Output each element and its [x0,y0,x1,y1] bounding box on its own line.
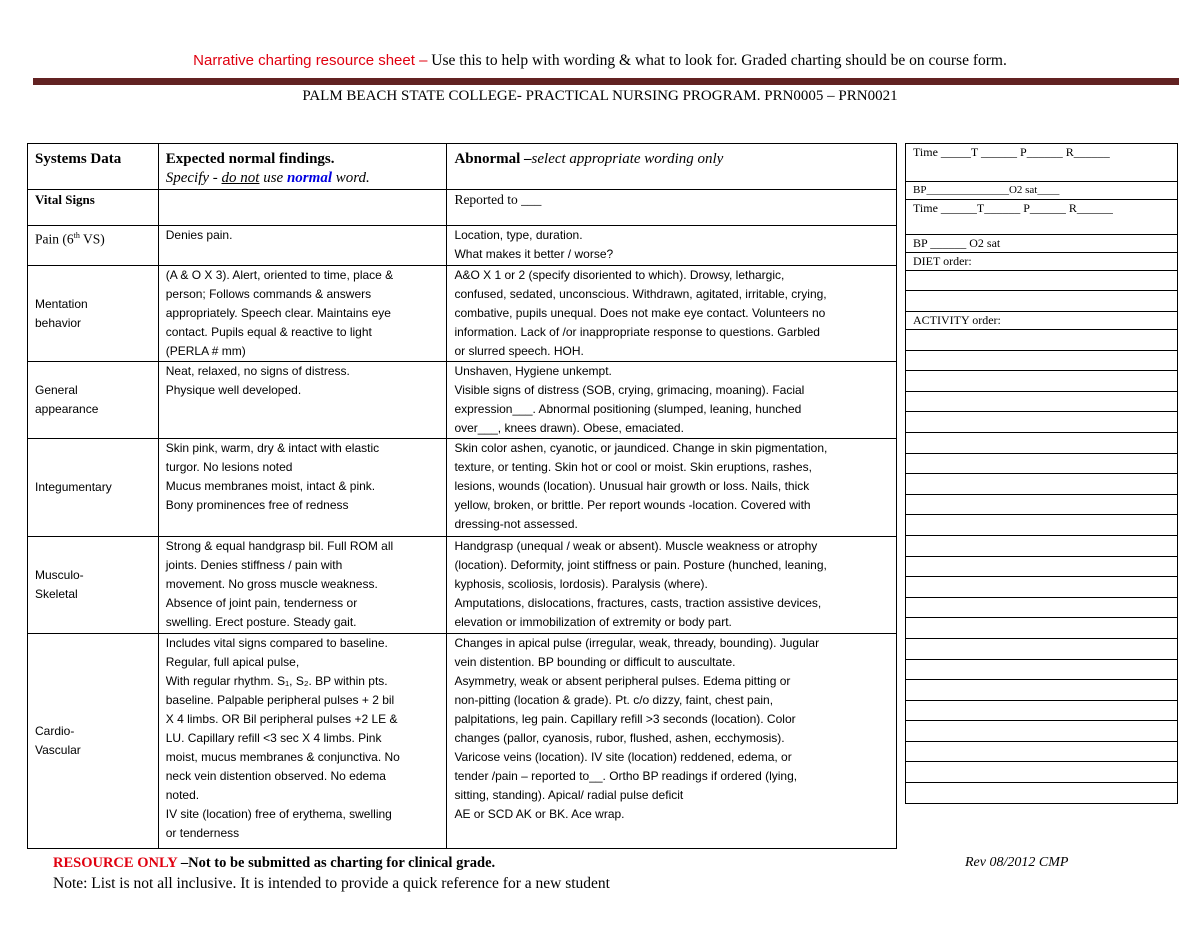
abnormal-line: texture, or tenting. Skin hot or cool or moist. Skin eruptions, rashes, [454,460,812,474]
system-cell: Vital Signs [28,190,159,226]
blank-row [906,432,1178,453]
blank-cell[interactable] [906,474,1178,495]
normal-line: Mucus membranes moist, intact & pink. [165,479,376,493]
blank-cell[interactable] [906,618,1178,639]
blank-cell[interactable] [906,350,1178,371]
abnormal-line: A&O X 1 or 2 (specify disoriented to which). Drowsy, lethargic, [454,268,785,282]
system-cell: Mentation behavior [28,266,159,362]
systems-table [27,143,897,849]
blank-cell[interactable] [906,741,1178,762]
blank-row [906,741,1178,762]
blank-row [906,535,1178,556]
blank-cell[interactable] [906,412,1178,433]
normal-findings-cell [158,362,447,439]
side-row [906,200,1178,235]
abnormal-line: Changes in apical pulse (irregular, weak, thready, bounding). Jugular [454,636,820,650]
normal-line: moist, mucus membranes & conjunctiva. No [165,750,400,764]
normal-line: Physique well developed. [165,383,302,397]
abnormal-findings-cell [447,362,897,439]
side-cell [906,200,1178,235]
blank-cell[interactable] [906,659,1178,680]
abnormal-line: tender /pain – reported to__. Ortho BP readings if ordered (lying, [454,769,798,783]
blank-row [906,577,1178,598]
side-label: BP_______________O2 sat____ [913,184,1060,196]
abnormal-findings-cell [447,634,897,849]
header-abnormal: Abnormal –select appropriate wording only [447,144,897,190]
abnormal-line: Skin color ashen, cyanotic, or jaundiced. Change in skin pigmentation, [454,441,828,455]
abnormal-findings-cell [447,226,897,266]
normal-line: Denies pain. [165,228,233,242]
blank-cell[interactable] [906,330,1178,351]
side-row [906,235,1178,253]
program-subtitle: PALM BEACH STATE COLLEGE- PRACTICAL NURSING PROGRAM. PRN0005 – PRN0021 [302,88,898,104]
abnormal-line: non-pitting (location & grade). Pt. c/o dizzy, faint, chest pain, [454,693,774,707]
side-row [906,144,1178,182]
side-label: ACTIVITY order: [913,313,1001,327]
revision-label: Rev 08/2012 CMP [965,855,1069,870]
normal-line: Absence of joint pain, tenderness or [165,596,358,610]
abnormal-line: Handgrasp (unequal / weak or absent). Muscle weakness or atrophy [454,539,818,553]
blank-row [906,350,1178,371]
blank-row [906,412,1178,433]
blank-row [906,556,1178,577]
vitals-orders-table [905,143,1178,804]
resource-sheet-title [0,52,1200,70]
side-row [906,271,1178,291]
abnormal-line: kyphosis, scoliosis, lordosis). Paralysis (where). [454,577,708,591]
abnormal-line: What makes it better / worse? [454,247,614,261]
side-row [906,291,1178,312]
abnormal-line: confused, sedated, unconscious. Withdrawn, agitated, irritable, crying, [454,287,827,301]
table-row [28,190,897,226]
abnormal-findings-cell [447,266,897,362]
blank-row [906,721,1178,742]
blank-cell[interactable] [906,597,1178,618]
blank-cell[interactable] [906,721,1178,742]
blank-cell[interactable] [906,432,1178,453]
normal-line: appropriately. Speech clear. Maintains eye [165,306,391,320]
table-row [28,266,897,362]
abnormal-line: Varicose veins (location). IV site (location) reddened, edema, or [454,750,792,764]
side-label: DIET order: [913,254,972,268]
divider-bar [33,78,1179,85]
side-row [906,312,1178,330]
side-cell [906,291,1178,312]
blank-row [906,762,1178,783]
abnormal-findings-cell [447,537,897,634]
side-label: BP ______ O2 sat [913,236,1001,250]
system-cell: Musculo- Skeletal [28,537,159,634]
normal-findings-cell [158,226,447,266]
table-row [28,439,897,537]
normal-findings-cell [158,537,447,634]
system-cell: Pain (6th VS) [28,226,159,266]
blank-cell[interactable] [906,494,1178,515]
normal-line: movement. No gross muscle weakness. [165,577,378,591]
table-header-row [28,144,897,190]
table-row [28,226,897,266]
system-cell: Integumentary [28,439,159,537]
normal-line: With regular rhythm. S₁, S₂. BP within pts. [165,674,388,688]
blank-row [906,680,1178,701]
blank-row [906,700,1178,721]
normal-line: contact. Pupils equal & reactive to light [165,325,372,339]
abnormal-line: Amputations, dislocations, fractures, casts, traction assistive devices, [454,596,822,610]
abnormal-line: changes (pallor, cyanosis, rubor, flushed, ashen, ecchymosis). [454,731,785,745]
table-row [28,634,897,849]
abnormal-line: dressing-not assessed. [454,517,578,531]
abnormal-line: (location). Deformity, joint stiffness or pain. Posture (hunched, leaning, [454,558,827,572]
blank-row [906,391,1178,412]
normal-line: swelling. Erect posture. Steady gait. [165,615,357,629]
resource-only-notice: RESOURCE ONLY –Not to be submitted as charting for clinical grade. [53,855,496,871]
blank-row [906,474,1178,495]
blank-cell[interactable] [906,762,1178,783]
abnormal-line: AE or SCD AK or BK. Ace wrap. [454,807,625,821]
normal-line: Strong & equal handgrasp bil. Full ROM all [165,539,394,553]
normal-line: LU. Capillary refill <3 sec X 4 limbs. Pink [165,731,382,745]
abnormal-line: expression___. Abnormal positioning (slumped, leaning, hunched [454,402,802,416]
abnormal-line: elevation or immobilization of extremity or body part. [454,615,732,629]
normal-line: neck vein distention observed. No edema [165,769,386,783]
side-cell [906,253,1178,271]
system-cell: Cardio- Vascular [28,634,159,849]
normal-line: Includes vital signs compared to baseline. [165,636,388,650]
side-cell [906,144,1178,182]
blank-row [906,371,1178,392]
side-label: Time _____T ______ P______ R______ [913,145,1110,159]
normal-findings-cell [158,266,447,362]
abnormal-line: Location, type, duration. [454,228,583,242]
abnormal-line: combative, pupils unequal. Does not make eye contact. Volunteers no [454,306,826,320]
blank-row [906,618,1178,639]
abnormal-line: palpitations, leg pain. Capillary refill >3 seconds (location). Color [454,712,796,726]
abnormal-line: sitting, standing). Apical/ radial pulse deficit [454,788,684,802]
side-cell [906,182,1178,200]
system-cell: General appearance [28,362,159,439]
side-cell [906,235,1178,253]
abnormal-line: or slurred speech. HOH. [454,344,584,358]
abnormal-line: over___, knees drawn). Obese, emaciated. [454,421,684,435]
abnormal-line: Unshaven, Hygiene unkempt. [454,364,612,378]
normal-line: or tenderness [165,826,240,840]
normal-findings-cell [158,439,447,537]
side-cell [906,271,1178,291]
normal-line: joints. Denies stiffness / pain with [165,558,343,572]
blank-row [906,453,1178,474]
normal-line: X 4 limbs. OR Bil peripheral pulses +2 LE & [165,712,398,726]
footer-note: Note: List is not all inclusive. It is intended to provide a quick reference for a new student [53,875,610,892]
abnormal-line: Asymmetry, weak or absent peripheral pulses. Edema pitting or [454,674,791,688]
abnormal-findings-cell [447,190,897,226]
blank-cell[interactable] [906,700,1178,721]
side-label: Time ______T______ P______ R______ [913,201,1113,215]
table-row [28,537,897,634]
abnormal-line: yellow, broken, or brittle. Per report wounds -location. Covered with [454,498,811,512]
normal-line: person; Follows commands & answers [165,287,372,301]
title-instruction: Use this to help with wording & what to look for. Graded charting should be on course form. [427,52,1007,69]
header-systems-data: Systems Data [28,144,159,190]
abnormal-line: information. Lack of /or inappropriate response to questions. Garbled [454,325,820,339]
table-row [28,362,897,439]
blank-cell[interactable] [906,515,1178,536]
abnormal-line: Visible signs of distress (SOB, crying, grimacing, moaning). Facial [454,383,805,397]
normal-line: Skin pink, warm, dry & intact with elastic [165,441,380,455]
normal-findings-cell [158,634,447,849]
blank-row [906,330,1178,351]
blank-cell[interactable] [906,680,1178,701]
abnormal-line: lesions, wounds (location). Unusual hair growth or loss. Nails, thick [454,479,810,493]
blank-row [906,638,1178,659]
normal-line: (A & O X 3). Alert, oriented to time, place & [165,268,394,282]
abnormal-findings-cell [447,439,897,537]
normal-line: baseline. Palpable peripheral pulses + 2 bil [165,693,395,707]
normal-line: turgor. No lesions noted [165,460,293,474]
blank-row [906,783,1178,804]
side-row [906,253,1178,271]
blank-cell[interactable] [906,556,1178,577]
abnormal-line: Reported to ___ [454,192,542,207]
side-cell [906,312,1178,330]
abnormal-line: vein distention. BP bounding or difficult to auscultate. [454,655,736,669]
side-row [906,182,1178,200]
blank-cell[interactable] [906,577,1178,598]
header-expected-normal: Expected normal findings. Specify - do not use normal word. [158,144,447,190]
normal-line: Bony prominences free of redness [165,498,349,512]
blank-cell[interactable] [906,638,1178,659]
blank-row [906,597,1178,618]
normal-line: noted. [165,788,200,802]
blank-cell[interactable] [906,783,1178,804]
blank-row [906,494,1178,515]
blank-cell[interactable] [906,391,1178,412]
blank-cell[interactable] [906,535,1178,556]
normal-findings-cell [158,190,447,226]
normal-line: IV site (location) free of erythema, swelling [165,807,392,821]
blank-row [906,515,1178,536]
normal-line: Regular, full apical pulse, [165,655,300,669]
normal-line: (PERLA # mm) [165,344,246,358]
blank-cell[interactable] [906,453,1178,474]
blank-cell[interactable] [906,371,1178,392]
normal-line: Neat, relaxed, no signs of distress. [165,364,350,378]
blank-row [906,659,1178,680]
title-red: Narrative charting resource sheet – [193,52,428,69]
